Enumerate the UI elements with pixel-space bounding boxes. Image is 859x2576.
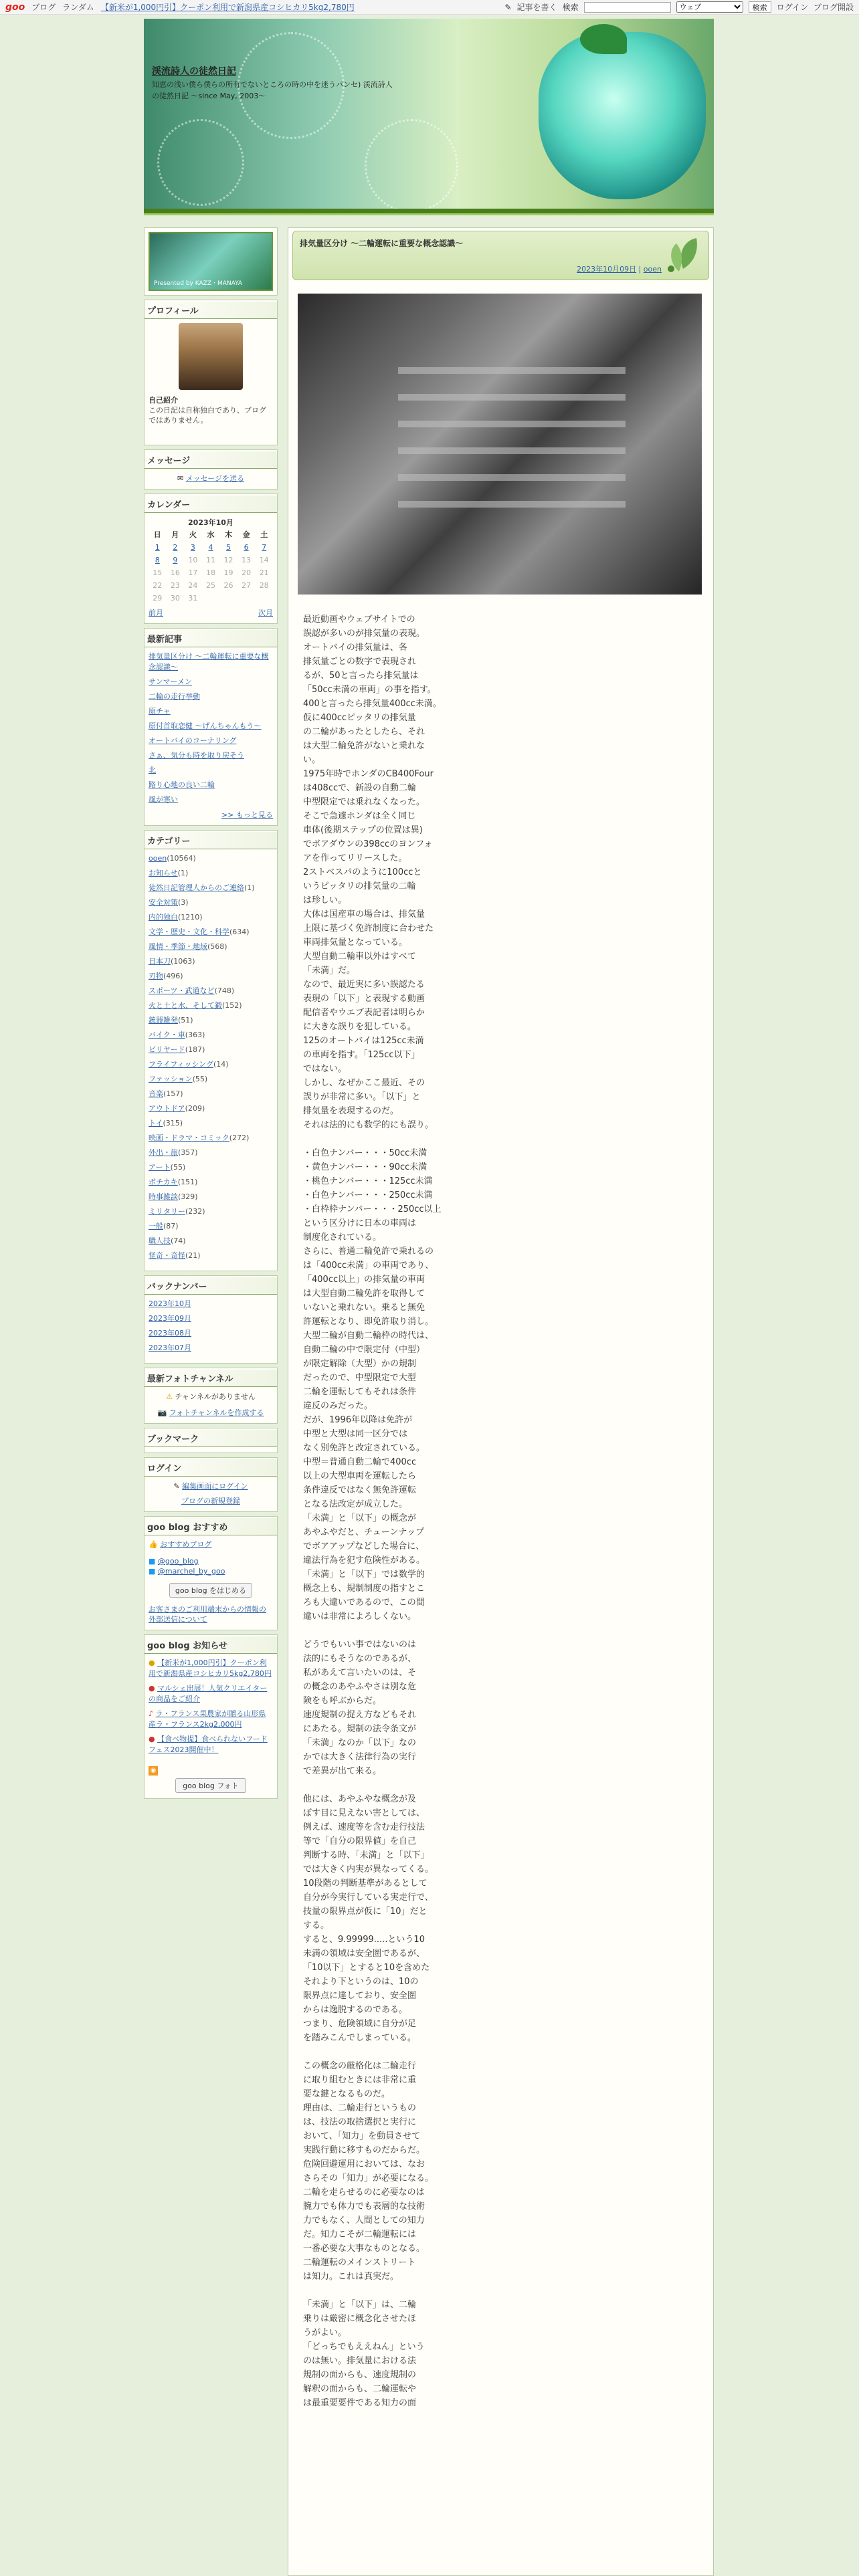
top-bar [0, 0, 859, 15]
message-heading: メッセージ [145, 451, 277, 469]
cal-day: 29 [153, 594, 163, 603]
recent-post-link[interactable]: 北 [149, 766, 156, 774]
send-message-link[interactable]: メッセージを送る [185, 474, 245, 483]
banner-image[interactable] [149, 232, 273, 291]
cal-day: 15 [153, 568, 163, 577]
rss-icon[interactable]: ◉ [149, 1766, 158, 1776]
sidebar-banner [144, 227, 278, 296]
login-link[interactable]: ログイン [776, 3, 808, 12]
backnumber-box [144, 1275, 278, 1364]
category-count: (568) [207, 942, 227, 951]
recommend-blog-link[interactable]: おすすめブログ [160, 1540, 212, 1549]
category-item [149, 868, 273, 879]
twitter-icon: ■ [149, 1567, 156, 1576]
category-item [149, 1089, 273, 1099]
cal-day: 10 [188, 556, 198, 564]
recommend-box [144, 1516, 278, 1630]
cal-day-link[interactable]: 1 [155, 543, 160, 552]
category-count: (74) [171, 1237, 186, 1245]
login-box [144, 1457, 278, 1512]
entry-body: 最近動画やウェブサイトでの 誤認が多いのが排気量の表現。 オートバイの排気量は、各 排気量ごとの数字で表現され るが、50と言ったら排気量は 「50cc未満の車両」の事を指す。 400と言ったら排気量400cc未満。 仮に400ccピッタリの排気量 の二輪があったとしたら、それ は大型二輪免許がないと乗れな い。 1975年時でホンダのCB400Four は408ccで、新設の自動二輪 中型限定では乗れなくなった。 そこで急遽ホンダは全く同じ 車体(後期ステップの位置は異) でボアダウンの398ccのヨンフォ アを作ってリリースした。 2ストベスパのように100ccと いうピッタリの排気量の二輪 は珍しい。 大体は国産車の場合は、排気量 上限に基づく免許制度に合わせた 車両排気量となっている。 大型自動二輪車以外はすべて 「未満」だ。 なので、最近実に多い誤認たる 表現の「以下」と表現する動画 配信者やウエブ表記者は明らか に大きな誤りを犯している。 125のオートバイは125cc未満 の車両を指す。「125cc以下」 ではない。 しかし、なぜかここ最近、その 誤りが非常に多い。「以下」と 排気量を表現するのだ。 それは法的にも数学的にも誤り。 ・白色ナンバー・・・50cc未満 ・黄色ナンバー・・・90cc未満 ・桃色ナンバー・・・125cc未満 ・白色ナンバー・・・250cc未満 ・白枠枠ナンバー・・・250cc以上 という区分けに日本の車両は 制度化されている。 さらに、普通二輪免許で乗れるの は「400cc未満」の車両であり、 「400cc以上」の排気量の車両 は大型自動二輪免許を取得して いないと乗れない。乗ると無免 許運転となり、即免許取り消し。 大型二輪が自動二輪枠の時代は、 自動二輪の中で限定付（中型） が限定解除（大型）かの規制 だったので、中型限定で大型 二輪を運転してもそれは条件 違反のみだった。 だが、1996年以降は免許が 中型と大型は同一区分では なく別免許と改定されている。 中型＝普通自動二輪で400cc 以上の大型車両を運転したら 条件違反ではなく無免許運転 となる法改定が成立した。 「未満」と「以下」の概念が あやふやだと、チューンナップ でボアアップなどした場合に、 違法行為を犯す危険性がある。 「未満」と「以下」では数学的 概念上も、規制制度の指すとこ ろも大違いであるので、この間 違いは非常によろしくない。 どうでもいい事ではないのは 法的にもそうなのであるが、 私があえて言いたいのは、そ の概念のあやふやさは別な危 険をも呼ぶからだ。 速度規制の捉え方などもそれ にあたる。規制の法令条文が 「未満」なのか「以下」なの かでは大きく法律行為の実行 で差異が出て来る。 他には、あやふやな概念が及 ぼす目に見えない害としては、 例えば、速度等を含む走行技法 等で「自分の限界値」を自己 判断する時、「未満」と「以下」 では大きく内実が異なってくる。 10段階の判断基準があるとして 自分が今実行している実走行で、 技量の限界点が仮に「10」だと する。 すると、9.99999.....という10 未満の領域は安全圏であるが、 「10以下」とすると10を含めた それより下というのは、10の 限界点に達しており、安全圏 からは逸脱するのである。 つまり、危険領域に自分が足 を踏みこんでしまっている。 この概念の厳格化は二輪走行 に取り組むときには非常に重 要な鍵となるものだ。 理由は、二輪走行というもの は、技法の取捨選択と実行に おいて、「知力」を動員させて 実践行動に移すものだからだ。 危険回避運用においては、なお さらその「知力」が必要になる。 二輪を走らせるのに必要なのは 腕力でも体力でも表層的な技術 力でもなく、人間としての知力 だ。知力こそが二輪運転には 一番必要な大事なものとなる。 二輪運転のメインストリート は知力。これは真実だ。 「未満」と「以下」は、二輪 乗りは厳密に概念化させたほ うがよい。 「どっちでもええねん」という のは無い。排気量における法 規制の面からも、速度規制の 解釈の面からも、二輪運転や は最重要要件である知力の面 [303, 615, 442, 2408]
notice-heading: goo blog お知らせ [145, 1636, 277, 1654]
bookmark-box [144, 1428, 278, 1453]
category-link[interactable]: 内的独白 [149, 913, 178, 922]
category-item [149, 1030, 273, 1041]
category-count: (10564) [167, 854, 196, 863]
category-link[interactable]: ミリタリー [149, 1207, 185, 1216]
pencil-icon: ✎ [504, 2, 512, 12]
category-item [149, 971, 273, 982]
category-link[interactable]: 職人技 [149, 1237, 171, 1245]
topbar-right [504, 1, 854, 13]
twitter-icon: ■ [149, 1557, 156, 1566]
cal-day: 18 [205, 568, 215, 577]
category-count: (1210) [178, 913, 203, 922]
category-link[interactable]: 一般 [149, 1222, 163, 1230]
recent-post-link[interactable]: 二輪の走行挙動 [149, 692, 200, 701]
category-item [149, 912, 273, 923]
cal-day-link[interactable]: 3 [190, 543, 195, 552]
cal-day: 27 [242, 581, 252, 590]
category-link[interactable]: スポーツ・武道など [149, 986, 215, 995]
entry-area [288, 227, 714, 2576]
calendar-prev-link[interactable]: 前月 [149, 609, 163, 617]
cal-day: 19 [223, 568, 233, 577]
recommend-heading: goo blog おすすめ [145, 1518, 277, 1535]
backnumber-link[interactable]: 2023年10月 [149, 1299, 191, 1308]
category-count: (55) [170, 1163, 186, 1172]
recent-post-link[interactable]: 原付首取恋健 〜げんちゃんもう〜 [149, 722, 262, 730]
category-item [149, 1045, 273, 1055]
cal-day: 12 [223, 556, 233, 564]
cal-day: 23 [170, 581, 180, 590]
category-link[interactable]: 風情・季節・地域 [149, 942, 207, 951]
entry-author-link[interactable]: ooen [643, 265, 662, 274]
recent-post-link[interactable]: オートバイのコーナリング [149, 736, 237, 745]
category-link[interactable]: バイク・車 [149, 1031, 185, 1039]
cal-day: 21 [259, 568, 269, 577]
category-count: (1) [244, 883, 255, 892]
category-count: (363) [185, 1031, 205, 1039]
avatar[interactable] [179, 323, 243, 390]
category-item [149, 1103, 273, 1114]
engine-fin [398, 501, 626, 508]
notice-icon: ● [149, 1684, 155, 1693]
recent-post-link[interactable]: 風が寒い [149, 795, 178, 804]
new-blog-link[interactable]: ブログの新規登録 [181, 1497, 240, 1505]
category-item [149, 1251, 273, 1261]
engine-fin [398, 474, 626, 481]
category-link[interactable]: 火と土と水、そして鍛 [149, 1001, 222, 1010]
category-count: (187) [185, 1045, 205, 1054]
cal-day: 14 [259, 556, 269, 564]
start-blog-button[interactable]: goo blog をはじめる [169, 1583, 252, 1598]
category-link[interactable]: 外出・旅 [149, 1148, 178, 1157]
backnumber-heading: バックナンバー [145, 1277, 277, 1295]
cal-day: 28 [259, 581, 269, 590]
category-link[interactable]: アート [149, 1163, 171, 1172]
category-count: (209) [185, 1104, 205, 1113]
category-count: (3) [178, 898, 189, 907]
cal-day: 17 [188, 568, 198, 577]
category-item [149, 883, 273, 893]
cal-day-link[interactable]: 5 [226, 543, 231, 552]
engine-fin [398, 394, 626, 401]
cal-day: 13 [242, 556, 252, 564]
bookmark-heading: ブックマーク [145, 1430, 277, 1447]
profile-intro-label: 自己紹介 [149, 396, 178, 405]
cal-day-link[interactable]: 8 [155, 556, 160, 564]
photo-channel-heading: 最新フォトチャンネル [145, 1370, 277, 1387]
category-item [149, 986, 273, 996]
category-link[interactable]: ooen [149, 854, 167, 863]
backnumber-link[interactable]: 2023年07月 [149, 1344, 191, 1352]
category-count: (748) [214, 986, 235, 995]
cal-day: 11 [205, 556, 215, 564]
search-label: 検索 [562, 3, 579, 12]
category-item [149, 1206, 273, 1217]
backnumber-link[interactable]: 2023年09月 [149, 1314, 191, 1323]
backnumber-link[interactable]: 2023年08月 [149, 1329, 191, 1337]
search-input[interactable] [584, 2, 671, 13]
category-link[interactable]: 日本刀 [149, 957, 171, 966]
category-count: (51) [178, 1016, 193, 1025]
cal-day: 16 [170, 568, 180, 577]
category-item [149, 1221, 273, 1232]
lace-ornament [157, 119, 244, 206]
calendar-heading: カレンダー [145, 496, 277, 513]
topbar-promo-link[interactable]: 【新米が1,000円引】クーポン利用で新潟県産コシヒカリ5kg2,780円 [100, 3, 355, 12]
cal-day: 31 [188, 594, 198, 603]
category-count: (151) [177, 1178, 198, 1186]
thumb-icon: 👍 [149, 1540, 158, 1549]
category-item [149, 1074, 273, 1085]
cal-day-header: 月 [171, 530, 179, 539]
blog-title[interactable]: 渓流詩人の徒然日記 [152, 66, 236, 77]
blog-open-link[interactable]: ブログ開設 [813, 3, 854, 12]
engine-fin [398, 367, 626, 374]
create-channel-link[interactable]: フォトチャンネルを作成する [169, 1408, 264, 1417]
category-heading: カテゴリー [145, 832, 277, 849]
recent-posts-box [144, 628, 278, 826]
sidebar [144, 227, 278, 2113]
engine-fin [398, 421, 626, 427]
category-count: (157) [163, 1089, 183, 1098]
notice-link[interactable]: マルシェ出展！人気クリエイターの商品をご紹介 [149, 1684, 268, 1703]
login-heading: ログイン [145, 1459, 277, 1477]
category-list [149, 853, 273, 1261]
category-count: (496) [163, 972, 183, 980]
cal-day: 22 [153, 581, 163, 590]
blog-description: 知恵の浅い僕ら僕らの所有でないところの時の中を迷うパンセ) 渓流詩人の徒然日記 〜since May, 2003〜 [152, 80, 393, 100]
topbar-link-random[interactable]: ランダム [62, 3, 94, 12]
notice-icon: ♪ [149, 1709, 154, 1718]
data-transmission-link[interactable]: お客さまのご利用端末からの情報の外部送信について [149, 1605, 266, 1624]
header-bar [144, 209, 714, 215]
profile-box [144, 300, 278, 445]
photo-channel-box [144, 1368, 278, 1424]
category-link[interactable]: 安全対策 [149, 898, 178, 907]
banner-credit: Presented by KAZZ・MANAYA [154, 280, 243, 287]
recent-post-link[interactable]: さぁ、気分も時を取り戻そう [149, 751, 244, 760]
entry-date-link[interactable]: 2023年10月09日 [577, 265, 637, 274]
category-item [149, 1148, 273, 1158]
category-link[interactable]: 徒然日記管理人からのご連絡 [149, 883, 244, 892]
category-link[interactable]: トイ [149, 1119, 163, 1128]
entry-header [292, 231, 709, 280]
notice-box [144, 1634, 278, 1799]
cal-day-header: 土 [260, 530, 268, 539]
twitter-goo-blog-link[interactable]: @goo_blog [157, 1557, 199, 1566]
cal-day-link[interactable]: 7 [262, 543, 267, 552]
category-link[interactable]: 刃物 [149, 972, 163, 980]
category-item [149, 853, 273, 864]
calendar-table [149, 528, 273, 605]
search-scope-select[interactable] [676, 1, 743, 13]
category-link[interactable]: 銃器雑発 [149, 1016, 178, 1025]
category-count: (152) [222, 1001, 242, 1010]
blog-header [144, 19, 714, 213]
cal-day-header: 火 [189, 530, 197, 539]
category-count: (634) [229, 928, 250, 936]
recent-post-link[interactable]: 排気量区分け 〜二輪運転に重要な概念認識〜 [149, 652, 269, 671]
category-item [149, 1059, 273, 1070]
edit-login-link[interactable]: 編集画面にログイン [182, 1482, 248, 1491]
no-channel-text: チャンネルがありません [175, 1392, 256, 1401]
warning-icon: ⚠ [166, 1392, 173, 1401]
category-count: (357) [178, 1148, 198, 1157]
category-count: (329) [178, 1192, 198, 1201]
cal-day: 30 [170, 594, 180, 603]
category-count: (232) [185, 1207, 205, 1216]
cal-day-header: 金 [242, 530, 250, 539]
category-link[interactable]: ファッション [149, 1075, 193, 1083]
recent-post-link[interactable]: サンマーメン [149, 677, 192, 686]
notice-link[interactable]: 【食べ物提】食べられないフードフェス2023開催中！ [149, 1735, 268, 1754]
twitter-marchel-link[interactable]: @marchel_by_goo [157, 1567, 225, 1576]
category-item [149, 1177, 273, 1188]
cal-day: 24 [188, 581, 198, 590]
cal-day-link[interactable]: 6 [244, 543, 249, 552]
category-box [144, 830, 278, 1271]
category-item [149, 1236, 273, 1247]
recent-post-link[interactable]: 路り心地の良い二輪 [149, 780, 215, 789]
category-item [149, 897, 273, 908]
category-link[interactable]: ビリヤード [149, 1045, 185, 1054]
mint-leaf-image [580, 24, 627, 54]
pencil-icon: ✎ [173, 1482, 180, 1491]
cal-day-link[interactable]: 4 [208, 543, 213, 552]
topbar-link-blog[interactable]: ブログ [31, 3, 56, 12]
category-link[interactable]: お知らせ [149, 869, 178, 877]
profile-heading: プロフィール [145, 302, 277, 319]
cal-day-header: 木 [225, 530, 233, 539]
notice-icon: ● [149, 1658, 155, 1667]
cal-day-header: 日 [153, 530, 161, 539]
more-posts-link[interactable]: >> もっと見る [221, 811, 273, 819]
category-link[interactable]: 映画・ドラマ・コミック [149, 1134, 229, 1142]
recent-posts-heading: 最新記事 [145, 630, 277, 647]
cal-day-link[interactable]: 2 [173, 543, 178, 552]
cal-day: 25 [205, 581, 215, 590]
calendar-month: 2023年10月 [188, 518, 233, 527]
calendar-box [144, 494, 278, 624]
category-count: (315) [163, 1119, 183, 1128]
message-box [144, 449, 278, 490]
cal-day: 26 [223, 581, 233, 590]
category-count: (87) [163, 1222, 179, 1230]
category-count: (14) [213, 1060, 229, 1069]
notice-link[interactable]: 【新米が1,000円引】クーポン利用で新潟県産コシヒカリ5kg2,780円 [149, 1658, 272, 1678]
category-link[interactable]: 音楽 [149, 1089, 163, 1098]
category-link[interactable]: 時事雑談 [149, 1192, 178, 1201]
notice-icon: ● [149, 1735, 155, 1743]
camera-icon: 📷 [157, 1408, 167, 1417]
category-item [149, 1118, 273, 1129]
category-link[interactable]: アウトドア [149, 1104, 185, 1113]
category-item [149, 956, 273, 967]
category-link[interactable]: 怪奇・奇怪 [149, 1251, 185, 1260]
recent-post-link[interactable]: 原チャ [149, 707, 171, 716]
calendar-next-link[interactable]: 次月 [258, 609, 273, 617]
engine-fin [398, 447, 626, 454]
goo-logo[interactable]: goo [5, 1, 25, 13]
category-item [149, 1015, 273, 1026]
category-item [149, 1000, 273, 1011]
category-item [149, 942, 273, 952]
leaf-ornament-icon [663, 234, 703, 277]
search-button[interactable]: 検索 [749, 1, 771, 13]
envelope-icon: ✉ [177, 474, 184, 483]
category-item [149, 1192, 273, 1202]
lace-ornament [365, 119, 458, 213]
category-count: (1) [177, 869, 189, 877]
category-item [149, 927, 273, 938]
sorbet-glass-image [539, 32, 706, 199]
category-link[interactable]: 文学・歴史・文化・科学 [149, 928, 229, 936]
goo-blog-photo-button[interactable]: goo blog フォト [175, 1778, 246, 1793]
entry-photo-engine[interactable] [298, 294, 702, 595]
category-link[interactable]: ボチカキ [149, 1178, 178, 1186]
category-item [149, 1162, 273, 1173]
category-count: (1063) [171, 957, 195, 966]
category-link[interactable]: フライフィッシング [149, 1060, 213, 1069]
category-item [149, 1133, 273, 1144]
category-count: (55) [192, 1075, 208, 1083]
cal-day-link[interactable]: 9 [173, 556, 178, 564]
write-post-link[interactable]: 記事を書く [516, 3, 557, 12]
category-count: (21) [185, 1251, 201, 1260]
entry-meta: 2023年10月09日 | ooen [577, 265, 662, 274]
cal-day: 20 [242, 568, 252, 577]
category-count: (272) [229, 1134, 250, 1142]
entry-title[interactable]: 排気量区分け 〜二輪運転に重要な概念認識〜 [300, 239, 464, 248]
profile-intro-text: この日記は自称独白であり、ブログではありません。 [149, 406, 266, 425]
notice-link[interactable]: ラ・フランス果農家が贈る山形県産ラ・フランス2kg2,000円 [149, 1709, 266, 1729]
cal-day-header: 水 [207, 530, 215, 539]
